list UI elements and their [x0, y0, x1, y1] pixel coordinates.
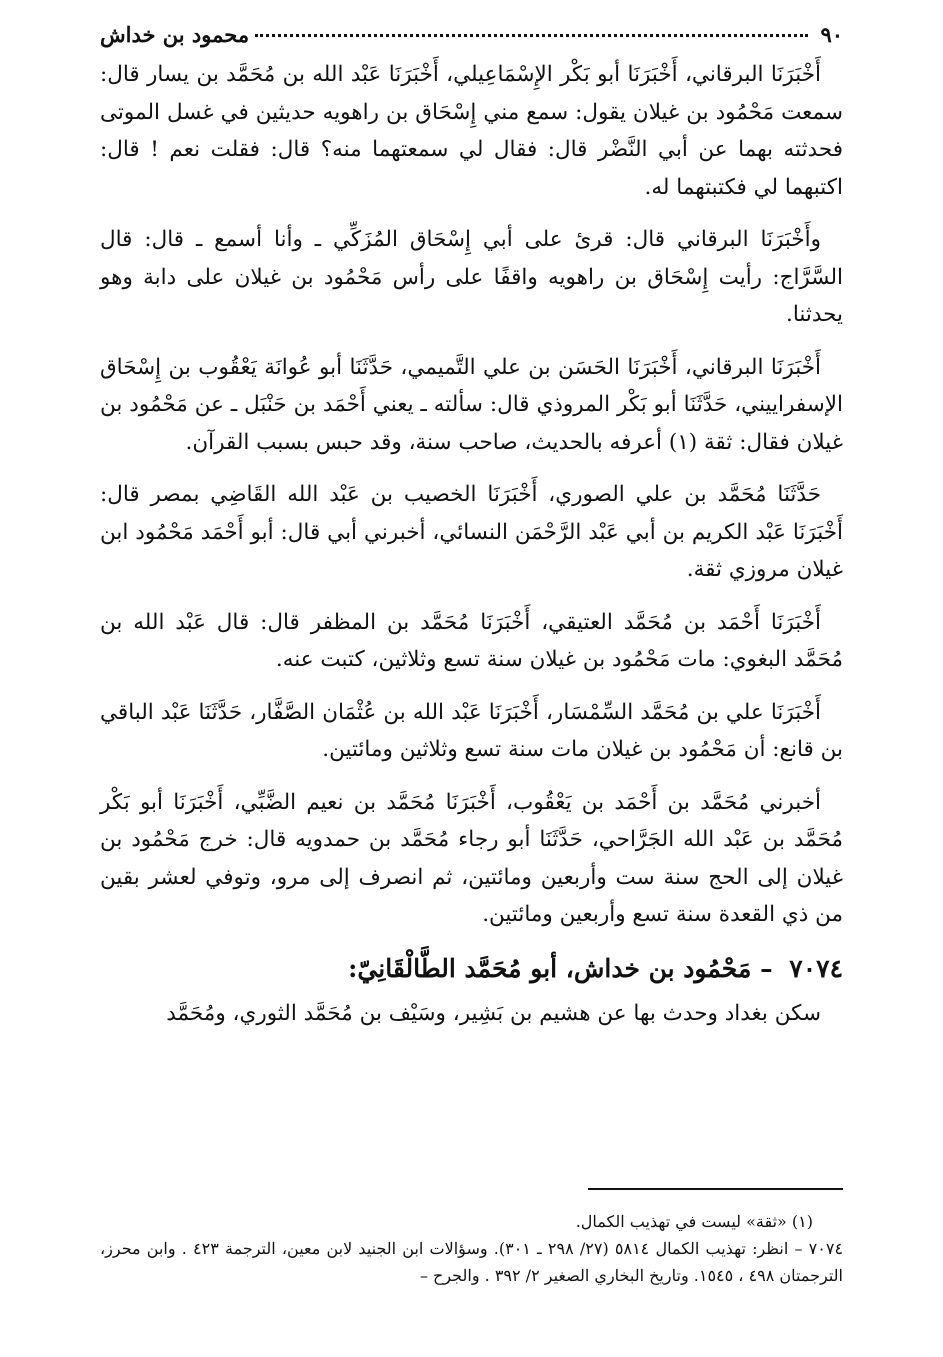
- footnote-1: (١) «ثقة» ليست في تهذيب الكمال.: [575, 1212, 813, 1231]
- paragraph-1: أَخْبَرَنَا البرقاني، أَخْبَرَنَا أبو بَكْر الإِسْمَاعِيلي، أَخْبَرَنَا عَبْد الله بن مُحَمَّد بن يسار قال: سمعت مَحْمُود بن غيلان يقول: سمع مني إِسْحَاق بن راهويه حديثين في غسل الموتى فحدثته بهما عن أبي النَّضْر قال: فقال لي سمعتهما منه؟ قال: فقلت نعم ! قال: اكتبهما لي فكتبتهما له.: [100, 62, 843, 200]
- footnotes: [100, 1208, 843, 1289]
- entry-dash: –: [760, 953, 773, 983]
- footnote-separator: [588, 1188, 843, 1190]
- running-title: محمود بن خداش: [100, 22, 250, 47]
- footnote-2: ٧٠٧٤ – انظر: تهذيب الكمال ٥٨١٤ (٢٧/ ٢٩٨ ـ ٣٠١). وسؤالات ابن الجنيد لابن معين، الترجمة ٤٢٣ . وابن محرز، الترجمتان ٤٩٨ ، ١٥٤٥. وتاريخ البخاري الصغير ٢/ ٣٩٢ . والجرح –: [100, 1239, 844, 1285]
- page-number: ٩٠: [820, 22, 843, 47]
- header-dotted-leader: [255, 34, 808, 37]
- paragraph-7: أخبرني مُحَمَّد بن أَحْمَد بن يَعْقُوب، أَخْبَرَنَا مُحَمَّد بن نعيم الضَّبِّي، أَخْبَرَنَا أبو بَكْر مُحَمَّد بن عَبْد الله الجَرَّاحي، حَدَّثَنَا أبو رجاء مُحَمَّد بن حمدويه قال: خرج مَحْمُود بن غيلان إلى الحج سنة ست وأربعين ومائتين، ثم انصرف إلى مرو، وتوفي لعشر بقين من ذي القعدة سنة تسع وأربعين ومائتين.: [100, 789, 843, 927]
- entry-number: ٧٠٧٤: [789, 953, 843, 983]
- paragraph-4: حَدَّثَنَا مُحَمَّد بن علي الصوري، أَخْبَرَنَا الخصيب بن عَبْد الله القَاضِي بمصر قال: أَخْبَرَنَا عَبْد الكريم بن أبي عَبْد الرَّحْمَن النسائي، أخبرني أبي قال: أبو أَحْمَد مَحْمُود ابن غيلان مروزي ثقة.: [100, 482, 843, 582]
- paragraph-3: أَخْبَرَنَا البرقاني، أَخْبَرَنَا الحَسَن بن علي التَّميمي، حَدَّثَنَا أبو عُوانَة يَعْقُوب بن إِسْحَاق الإسفراييني، حَدَّثَنَا أبو بَكْر المروذي قال: سألته ـ يعني أَحْمَد بن حَنْبَل ـ عن مَحْمُود بن غيلان فقال: ثقة (١) أعرفه بالحديث، صاحب سنة، وقد حبس بسبب القرآن.: [100, 354, 843, 455]
- paragraph-2: وأَخْبَرَنَا البرقاني قال: قرئ على أبي إِسْحَاق المُزَكِّي ـ وأنا أسمع ـ قال: قال السَّرَّاج: رأيت إِسْحَاق بن راهويه واقفًا على رأس مَحْمُود بن غيلان على دابة وهو يحدثنا.: [100, 227, 843, 327]
- entry-body: سكن بغداد وحدث بها عن هشيم بن بَشِير، وسَيْف بن مُحَمَّد الثوري، ومُحَمَّد: [166, 1000, 821, 1026]
- paragraph-5: أَخْبَرَنَا أَحْمَد بن مُحَمَّد العتيقي، أَخْبَرَنَا مُحَمَّد بن المظفر قال: قال عَبْد الله بن مُحَمَّد البغوي: مات مَحْمُود بن غيلان سنة تسع وثلاثين، كتبت عنه.: [100, 609, 843, 672]
- entry-heading: [100, 949, 843, 989]
- entry-name: مَحْمُود بن خداش، أبو مُحَمَّد الطَّالْقَانِيّ:: [348, 953, 752, 983]
- running-header: [100, 22, 843, 56]
- paragraph-6: أَخْبَرَنَا علي بن مُحَمَّد السِّمْسَار، أَخْبَرَنَا عَبْد الله بن عُثْمَان الصَّفَّار، حَدَّثَنَا عَبْد الباقي بن قانع: أن مَحْمُود بن غيلان مات سنة تسع وثلاثين ومائتين.: [100, 699, 843, 762]
